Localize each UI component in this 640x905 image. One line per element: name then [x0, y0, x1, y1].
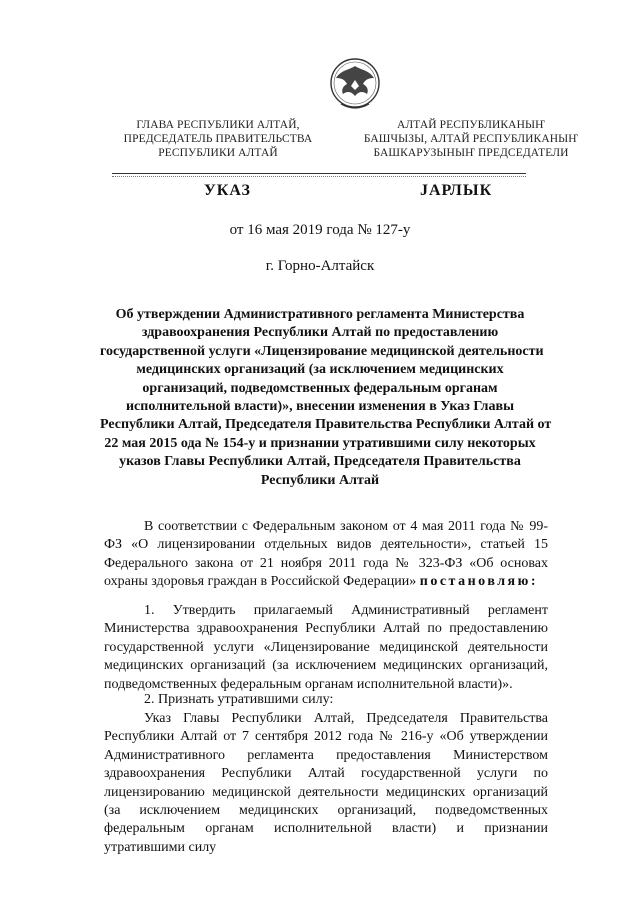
header-divider-dotted [112, 176, 526, 177]
item-2-paragraph: 2. Признать утратившими силу: [144, 692, 334, 707]
header-divider [112, 173, 526, 174]
title-line: Республики Алтай [260, 472, 380, 488]
preamble-paragraph [104, 518, 548, 592]
header-right-line: БАШКАРУЗЫНЫҤ ПРЕДСЕДАТЕЛИ [373, 147, 569, 159]
decree-title [100, 306, 552, 490]
issuer-header-russian [110, 118, 326, 160]
title-line: медицинских организаций (за исключением медицинских [136, 362, 504, 378]
title-line: Об утверждении Административного регламента Министерства [115, 307, 525, 322]
title-line: здравоохранения Республики Алтай по предоставлению [141, 325, 499, 341]
title-line: Республики Алтай, Председателя Правительства Республики Алтай от [100, 417, 552, 433]
title-line: организаций, подведомственных федеральным органам [142, 380, 498, 396]
title-line: государственной услуги «Лицензирование медицинской деятельности [100, 343, 544, 359]
coat-of-arms-emblem [327, 56, 383, 116]
header-right-line: АЛТАЙ РЕСПУБЛИКАНЫҤ [397, 119, 545, 131]
title-line: 22 мая 2015 ода № 154-у и признании утратившими силу некоторых [104, 435, 536, 451]
preamble-text: В соответствии с Федеральным законом от 4 мая 2011 года № 99-ФЗ «О лицензировании отдельных видов деятельности», статьей 15 Федерального закона от 21 ноября 2011 года № 323-ФЗ «Об основах охраны здоровья граждан в Российской Федерации» [104, 519, 548, 590]
decree-date-number: от 16 мая 2019 года № 127-у [229, 222, 411, 238]
header-right-line: БАШЧЫЗЫ, АЛТАЙ РЕСПУБЛИКАНЫҤ [363, 133, 579, 145]
decree-city: г. Горно-Алтайск [265, 258, 375, 274]
header-left-line: ПРЕДСЕДАТЕЛЬ ПРАВИТЕЛЬСТВА [123, 133, 313, 145]
header-left-line: ГЛАВА РЕСПУБЛИКИ АЛТАЙ, [136, 119, 300, 131]
doc-type-russian: УКАЗ [204, 182, 251, 199]
doc-type-altai: ЈАРЛЫК [420, 182, 493, 199]
title-line: исполнительной власти)», внесении изменения в Указ Главы [125, 399, 515, 415]
header-left-line: РЕСПУБЛИКИ АЛТАЙ [158, 147, 278, 159]
item-1-paragraph: 1. Утвердить прилагаемый Административный регламент Министерства здравоохранения Республики Алтай по предоставлению государственной услуги «Лицензирование медицинской деятельности медицинских организаций (за исключением медицинских организаций, подведомственных федеральным органам исполнительной власти)». [104, 603, 548, 692]
item-2-subparagraph: Указ Главы Республики Алтай, Председателя Правительства Республики Алтай от 7 сентября 2012 года № 216-у «Об утверждении Административного регламента предоставления Министерством здравоохранения Республики Алтай государственной услуги по лицензированию медицинской деятельности медицинских организаций (за исключением медицинских организаций, подведомственных федеральным органам исполнительной власти) и признании утратившими силу [104, 711, 548, 855]
decree-word: постановляю: [419, 574, 538, 590]
title-line: указов Главы Республики Алтай, Председателя Правительства [119, 454, 521, 470]
issuer-header-altai [356, 118, 586, 160]
